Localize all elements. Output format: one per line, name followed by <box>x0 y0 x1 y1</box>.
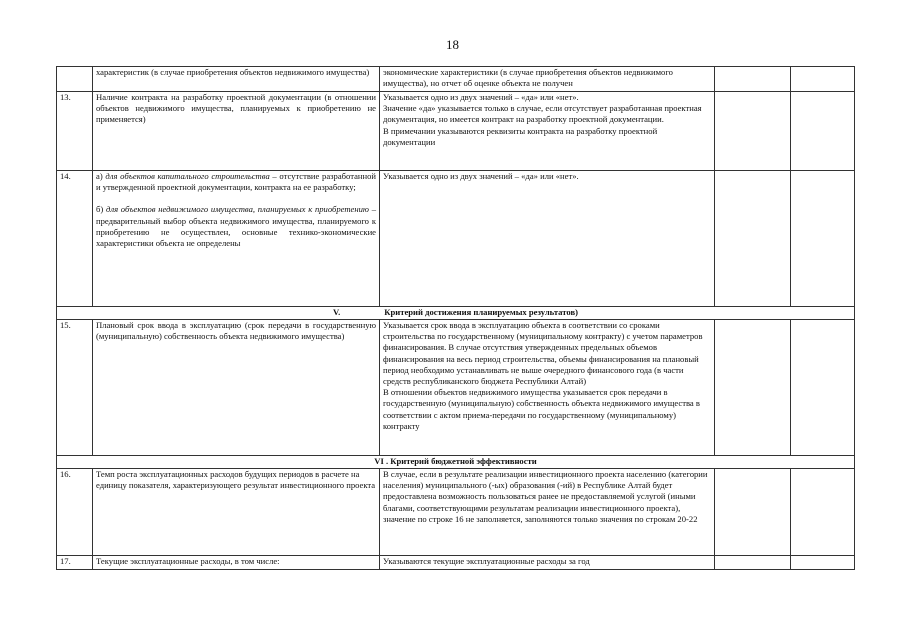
row-number-cell <box>57 67 93 92</box>
table-row-14 <box>57 171 855 307</box>
remark-cell <box>791 67 855 92</box>
remark-cell <box>791 320 855 456</box>
table-row-17 <box>57 556 855 570</box>
remark-cell <box>791 92 855 171</box>
row-number-cell: 16. <box>57 469 93 556</box>
criterion-cell: Темп роста эксплуатационных расходов будущих периодов в расчете на единицу показателя, характеризующего результат инвестиционного проекта <box>93 469 380 556</box>
row-number-cell: 15. <box>57 320 93 456</box>
remark-cell <box>791 469 855 556</box>
note-cell: Указывается одно из двух значений – «да» или «нет». <box>380 171 715 307</box>
section-title: Критерий достижения планируемых результатов) <box>384 307 578 317</box>
note-cell: Указываются текущие эксплуатационные расходы за год <box>380 556 715 570</box>
row-number-cell: 13. <box>57 92 93 171</box>
criterion-option-b: б) для объектов недвижимого имущества, планируемых к приобретению – предварительный выбор объекта недвижимого имущества, планируемого к приобретению не осуществлен, основные технико-экономические характеристики объекта не определены <box>96 204 376 249</box>
table-row-15 <box>57 320 855 456</box>
value-cell <box>715 556 791 570</box>
criterion-cell: характеристик (в случае приобретения объектов недвижимого имущества) <box>93 67 380 92</box>
table-row-13 <box>57 92 855 171</box>
note-line: В примечании указываются реквизиты контракта на разработку проектной документации <box>383 125 658 147</box>
section-number: V. <box>333 307 341 317</box>
value-cell <box>715 469 791 556</box>
criterion-cell: Текущие эксплуатационные расходы, в том числе: <box>93 556 380 570</box>
note-line: В отношении объектов недвижимого имущества указывается срок передачи в государственную (муниципальную) собственность объекта недвижимого имущества в соответствии с актом приема-передачи по государственному (муниципальному) контракту <box>383 387 700 431</box>
criteria-table <box>56 66 855 570</box>
row-number-cell: 17. <box>57 556 93 570</box>
spacer <box>96 193 376 204</box>
section-header-vi <box>57 456 855 469</box>
section-header-v <box>57 307 855 320</box>
criterion-cell: Наличие контракта на разработку проектной документации (в отношении объектов недвижимого имущества, планируемых к приобретению не применяется) <box>93 92 380 171</box>
table-row-12-continued <box>57 67 855 92</box>
note-cell: экономические характеристики (в случае приобретения объектов недвижимого имущества), но отчет об оценке объекта не получен <box>380 67 715 92</box>
section-title: VI . Критерий бюджетной эффективности <box>57 456 855 469</box>
criterion-cell: Плановый срок ввода в эксплуатацию (срок передачи в государственную (муниципальную) собственность объекта недвижимого имущества) <box>93 320 380 456</box>
table-row-16 <box>57 469 855 556</box>
value-cell <box>715 171 791 307</box>
criterion-option-a: а) для объектов капитального строительства – отсутствие разработанной и утвержденной проектной документации, контракта на ее разработку; <box>96 171 376 193</box>
note-cell <box>380 320 715 456</box>
value-cell <box>715 320 791 456</box>
remark-cell <box>791 556 855 570</box>
page-number: 18 <box>446 37 459 52</box>
note-cell: В случае, если в результате реализации инвестиционного проекта населению (категории населения) муниципального (-ых) образования (-ий) в Республике Алтай будет предоставлена возможность пользоваться ранее не предоставляемой услугой (иными благами, соответствующими результатам реализации инвестиционного проекта), значение по строке 16 не заполняется, заполняются только значения по строкам 20-22 <box>380 469 715 556</box>
note-line: Указывается одно из двух значений – «да» или «нет». <box>383 92 579 102</box>
remark-cell <box>791 171 855 307</box>
note-line: Указывается срок ввода в эксплуатацию объекта в соответствии со сроками строительства по государственному (муниципальному контракту) с учетом параметров финансирования. В случае отсутствия утвержденных предельных объемов финансирования на весь период строительства, объемы финансирования на плановый период необходимо устанавливать не выше очередного финансового года (в части средств республиканского бюджета Республики Алтай) <box>383 320 703 387</box>
value-cell <box>715 92 791 171</box>
value-cell <box>715 67 791 92</box>
note-line: Значение «да» указывается только в случае, если отсутствует разработанная проектная документация, но имеется контракт на разработку проектной документации. <box>383 103 702 125</box>
note-cell <box>380 92 715 171</box>
criterion-cell <box>93 171 380 307</box>
row-number-cell: 14. <box>57 171 93 307</box>
